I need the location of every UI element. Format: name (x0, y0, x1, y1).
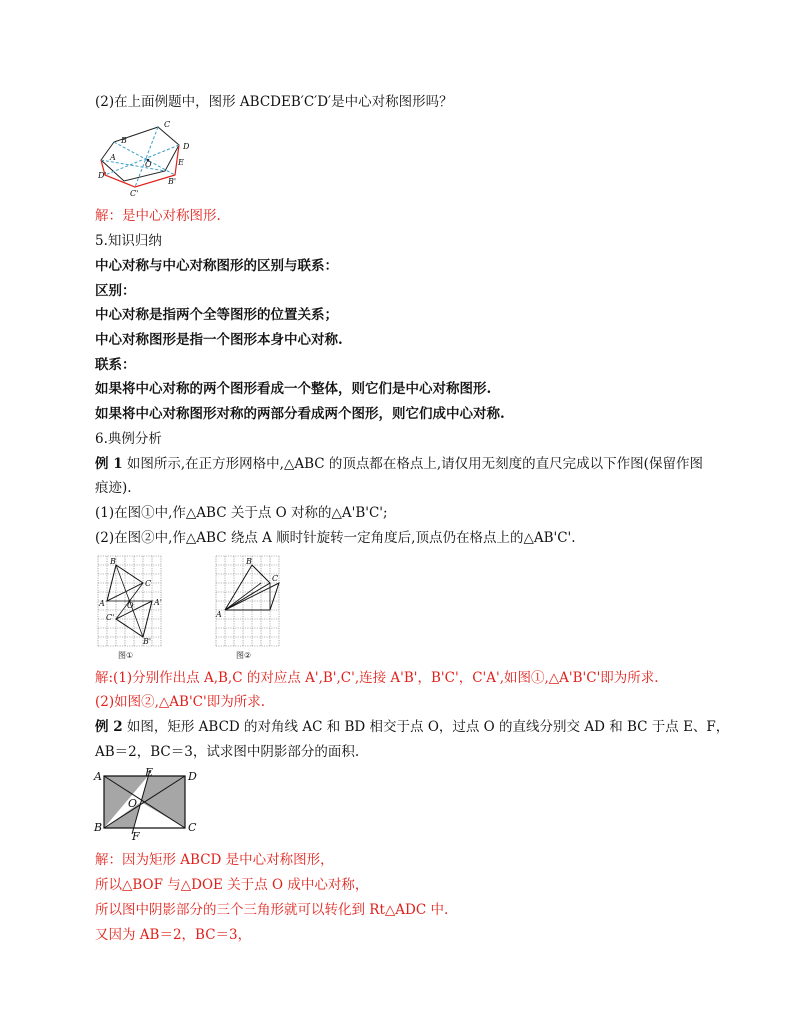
example-2-label: 例 2 (95, 719, 123, 735)
answer-3d: 又因为 AB＝2，BC＝3， (95, 927, 252, 943)
example-1-text (95, 454, 703, 474)
knowledge-line-6: 如果将中心对称的两个图形看成一个整体，则它们是中心对称图形. (95, 381, 492, 397)
rect-label-A: A (94, 770, 102, 783)
grid1-caption: 图① (118, 651, 134, 660)
rect-label-B: B (94, 821, 103, 834)
label-O: O (145, 160, 152, 169)
rect-label-F: F (132, 830, 140, 843)
knowledge-title: 中心对称与中心对称图形的区别与联系： (95, 258, 338, 274)
answer-3c: 所以图中阴影部分的三个三角形就可以转化到 Rt△ADC 中. (95, 902, 449, 918)
label-D-prime: D' (98, 171, 107, 180)
rect-label-O: O (128, 797, 138, 810)
answer-3a: 解：因为矩形 ABCD 是中心对称图形， (95, 852, 334, 868)
grid-figure-2 (212, 553, 288, 661)
question-2: (2)在上面例题中，图形 ABCDEB′C′D′是中心对称图形吗？ (95, 94, 453, 110)
answer-1: 解：是中心对称图形. (95, 208, 221, 224)
knowledge-line-3: 中心对称是指两个全等图形的位置关系； (95, 307, 338, 323)
example-2-body: 如图，矩形 ABCD 的对角线 AC 和 BD 相交于点 O，过点 O 的直线分别交 AD 和 BC 于点 E、F， (122, 719, 730, 735)
example-1-label: 例 1 (95, 456, 123, 472)
knowledge-relation: 联系： (95, 357, 136, 373)
knowledge-line-4: 中心对称图形是指一个图形本身中心对称. (95, 332, 343, 348)
section-5-heading: 5.知识归纳 (95, 233, 162, 249)
label-C-prime: C' (130, 189, 139, 198)
grid1-label-C-prime: C' (106, 613, 115, 622)
label-A: A (110, 153, 116, 162)
label-B: B (121, 136, 127, 145)
grid1-label-B: B (110, 557, 116, 566)
label-D: D (183, 142, 190, 151)
knowledge-difference: 区别： (95, 283, 136, 299)
grid1-label-A-prime: A' (154, 598, 162, 607)
grid2-label-B: B (246, 557, 252, 566)
example-1-body: 如图所示,在正方形网格中,△ABC 的顶点都在格点上,请仅用无刻度的直尺完成以下作图(保留作图 (122, 456, 703, 472)
rect-label-D: D (188, 770, 197, 783)
rect-label-E: E (145, 768, 154, 779)
grid2-caption: 图② (236, 651, 252, 660)
rectangle-figure (92, 768, 207, 844)
answer-2b: (2)如图②,△AB'C'即为所求. (95, 694, 266, 710)
example-2-text-2: AB＝2，BC＝3，试求图中阴影部分的面积. (95, 744, 360, 760)
grid1-label-C: C (145, 579, 152, 588)
answer-2a: 解:(1)分别作出点 A,B,C 的对应点 A',B',C',连接 A'B'，B'C'，C'A',如图①,△A'B'C'即为所求. (95, 670, 659, 686)
example-1-question-1: (1)在图①中,作△ABC 关于点 O 对称的△A'B'C'; (95, 505, 388, 521)
answer-3b: 所以△BOF 与△DOE 关于点 O 成中心对称， (95, 877, 369, 893)
label-C: C (164, 120, 171, 129)
grid1-label-A: A (99, 599, 105, 608)
label-E: E (178, 158, 184, 167)
example-2-text (95, 717, 729, 737)
grid2-label-A: A (216, 610, 222, 619)
rect-label-C: C (188, 821, 197, 834)
grid-figure-1 (94, 553, 170, 661)
grid2-label-C: C (272, 574, 279, 583)
grid1-label-O: O (127, 601, 134, 610)
example-1-question-2: (2)在图②中,作△ABC 绕点 A 顺时针旋转一定角度后,顶点仍在格点上的△AB'C'. (95, 530, 576, 546)
hexagon-figure (98, 120, 202, 200)
grid1-label-B-prime: B' (143, 637, 152, 646)
example-1-text-2: 痕迹). (95, 480, 132, 496)
knowledge-line-7: 如果将中心对称图形对称的两部分看成两个图形，则它们成中心对称. (95, 406, 505, 422)
section-6-heading: 6.典例分析 (95, 431, 162, 447)
label-B-prime: B' (168, 177, 177, 186)
